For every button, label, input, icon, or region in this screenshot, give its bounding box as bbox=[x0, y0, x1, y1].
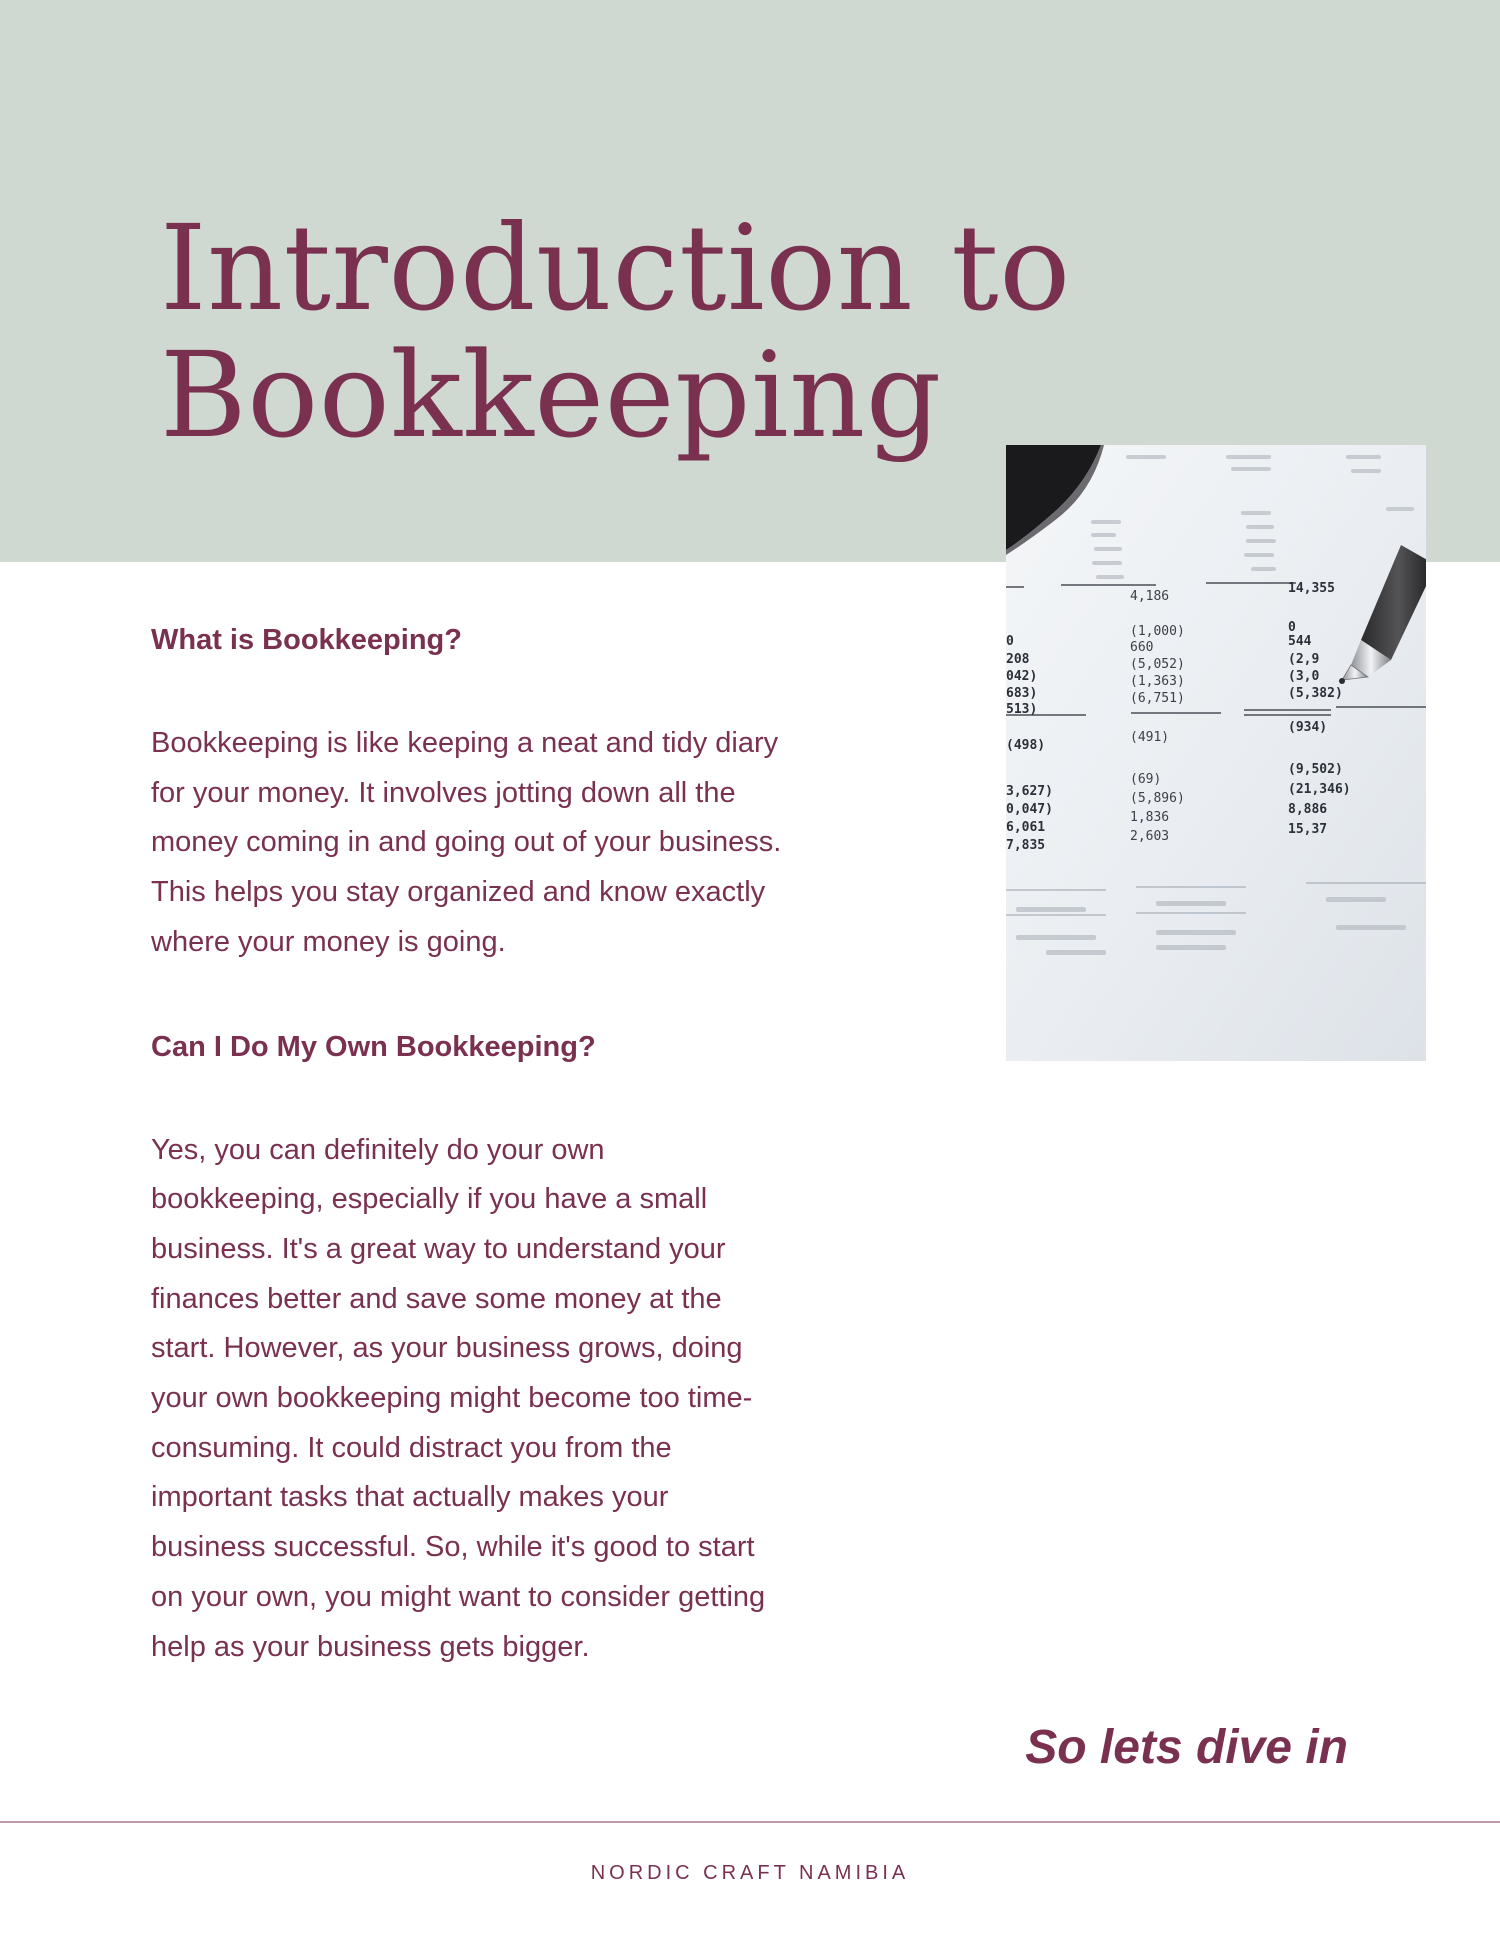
page-title bbox=[160, 199, 1071, 464]
photo-number: (1,363) bbox=[1130, 674, 1185, 689]
section-body-what-is-bookkeeping: Bookkeeping is like keeping a neat and tidy diary for your money. It involves jotting down all the money coming in and going out of your business. This helps you stay organized and know exactly where your money is going. bbox=[151, 727, 782, 958]
main-content bbox=[151, 620, 951, 1731]
photo-number: (5,052) bbox=[1130, 657, 1185, 672]
photo-number: 14,355 bbox=[1288, 581, 1335, 596]
spreadsheet-photo bbox=[1006, 445, 1426, 1061]
photo-number: 513) bbox=[1006, 702, 1038, 717]
photo-number: (5,896) bbox=[1130, 791, 1185, 806]
photo-number: 660 bbox=[1130, 640, 1154, 655]
section-heading-can-i-do-my-own: Can I Do My Own Bookkeeping? bbox=[151, 1030, 596, 1063]
photo-number: (5,382) bbox=[1288, 686, 1343, 701]
photo-number: 8,886 bbox=[1288, 802, 1328, 817]
photo-number: 0,047) bbox=[1006, 802, 1053, 817]
photo-number: (9,502) bbox=[1288, 762, 1343, 777]
photo-number: 042) bbox=[1006, 669, 1038, 684]
photo-number: (1,000) bbox=[1130, 624, 1185, 639]
photo-number: 683) bbox=[1006, 686, 1038, 701]
spreadsheet-photo-svg bbox=[1006, 445, 1426, 1061]
photo-number: 0 bbox=[1288, 620, 1296, 635]
photo-number: (2,9 bbox=[1288, 652, 1320, 667]
photo-number: 6,061 bbox=[1006, 820, 1046, 835]
photo-number: (498) bbox=[1006, 738, 1046, 753]
title-line-1: Introduction to bbox=[160, 199, 1071, 337]
photo-number: 7,835 bbox=[1006, 838, 1046, 853]
photo-number: (3,0 bbox=[1288, 669, 1320, 684]
title-line-2: Bookkeeping bbox=[160, 326, 942, 464]
photo-number: 4,186 bbox=[1130, 589, 1170, 604]
tagline: So lets dive in bbox=[1025, 1721, 1348, 1774]
photo-number: 544 bbox=[1288, 634, 1312, 649]
photo-number: (934) bbox=[1288, 720, 1328, 735]
footer-brand: NORDIC CRAFT NAMIBIA bbox=[590, 1862, 910, 1884]
photo-number: 3,627) bbox=[1006, 784, 1053, 799]
photo-number: 2,603 bbox=[1130, 829, 1170, 844]
photo-number: 0 bbox=[1006, 634, 1014, 649]
photo-number: (491) bbox=[1130, 730, 1170, 745]
photo-number: 1,836 bbox=[1130, 810, 1170, 825]
section-heading-what-is-bookkeeping: What is Bookkeeping? bbox=[151, 624, 462, 656]
photo-number: (69) bbox=[1130, 772, 1162, 787]
section-body-can-i-do-my-own: Yes, you can definitely do your own bookkeeping, especially if you have a small business. It's a great way to understand your finances better and save some money at the start. However, as your business grows, doing your own bookkeeping might become too time- consuming. It could distract you from the important tasks that actually makes your business successful. So, while it's good to start on your own, you might want to consider getting help as your business gets bigger. bbox=[151, 1133, 766, 1663]
footer-divider bbox=[0, 1821, 1500, 1823]
photo-number: (6,751) bbox=[1130, 691, 1185, 706]
photo-number: 208 bbox=[1006, 652, 1030, 667]
photo-number: 15,37 bbox=[1288, 822, 1328, 837]
photo-number: (21,346) bbox=[1288, 782, 1351, 797]
